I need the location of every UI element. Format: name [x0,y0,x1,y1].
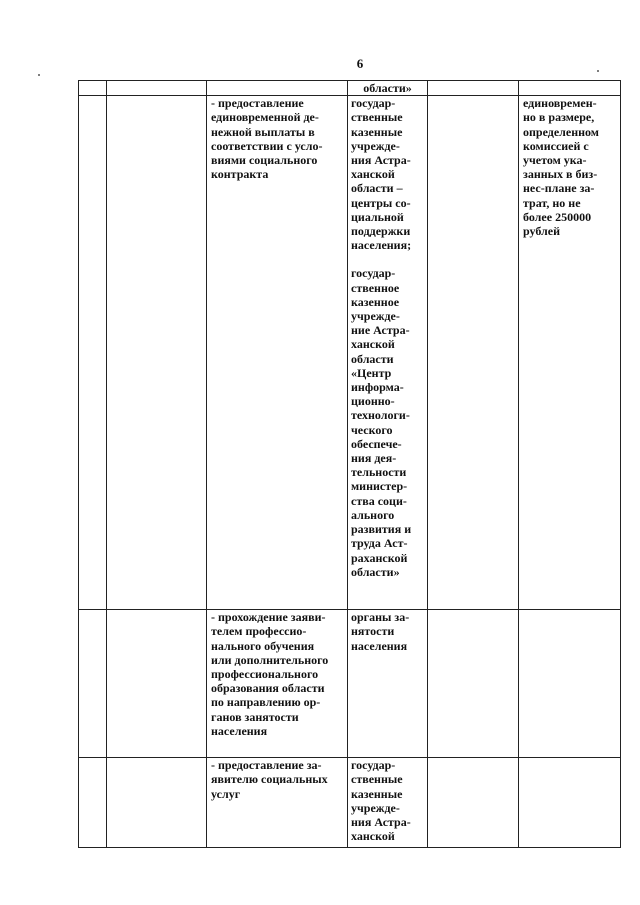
cell-executor [348,610,428,758]
cell-measure-item [207,610,348,758]
table-row [79,610,621,758]
cell-measure-name [107,610,207,758]
executor-text-part1: государ- ственные казенные учрежде- ния Астра- ханской области – центры со- циальной поддержки населения; [351,96,412,253]
table-row [79,758,621,848]
cell-measure-name [107,758,207,848]
measure-item-text: - предоставление за- явителю социальных услуг [211,758,328,801]
cell-measure-item [207,758,348,848]
cell-amount [519,610,621,758]
table-row [79,96,621,610]
executor-text: государ- ственные казенные учрежде- ния Астра- ханской [351,758,411,844]
cell-measure-item [207,81,348,96]
cell-amount [519,81,621,96]
measure-item-text: - предоставление единовременной де- нежной выплаты в соответствии с усло- виями социального контракта [211,96,323,182]
cell-empty [428,610,519,758]
cell-executor [348,81,428,96]
executor-text-part2: государ- ственное казенное учрежде- ние Астра- ханской области «Центр информа- ционно- технологи- ческого обеспече- ния дея- тельности министер- ства соци- ального развития и труда Аст- раханской области» [351,266,412,579]
amount-text: единовремен- но в размере, определенном комиссией с учетом ука- занных в биз- нес-плане за- трат, но не более 250000 рублей [523,96,599,239]
cell-number [79,81,107,96]
scan-speck [38,74,40,76]
cell-empty [428,758,519,848]
cell-measure-name [107,96,207,610]
executor-text: органы за- нятости населения [351,610,410,653]
table-row [79,81,621,96]
cell-amount [519,758,621,848]
cell-amount [519,96,621,610]
cell-empty [428,96,519,610]
cell-executor [348,758,428,848]
program-measures-table [78,80,621,848]
page-number: 6 [356,56,364,71]
cell-executor [348,96,428,610]
cell-number [79,96,107,610]
cell-empty [428,81,519,96]
cell-number [79,610,107,758]
measure-item-text: - прохождение заяви- телем професcио- нального обучения или дополнительного профессионального образования области по направлению ор- ганов занятости населения [211,610,329,738]
cell-measure-name [107,81,207,96]
cell-number [79,758,107,848]
cell-measure-item [207,96,348,610]
scan-speck [597,70,599,72]
executor-text: области» [363,81,412,95]
